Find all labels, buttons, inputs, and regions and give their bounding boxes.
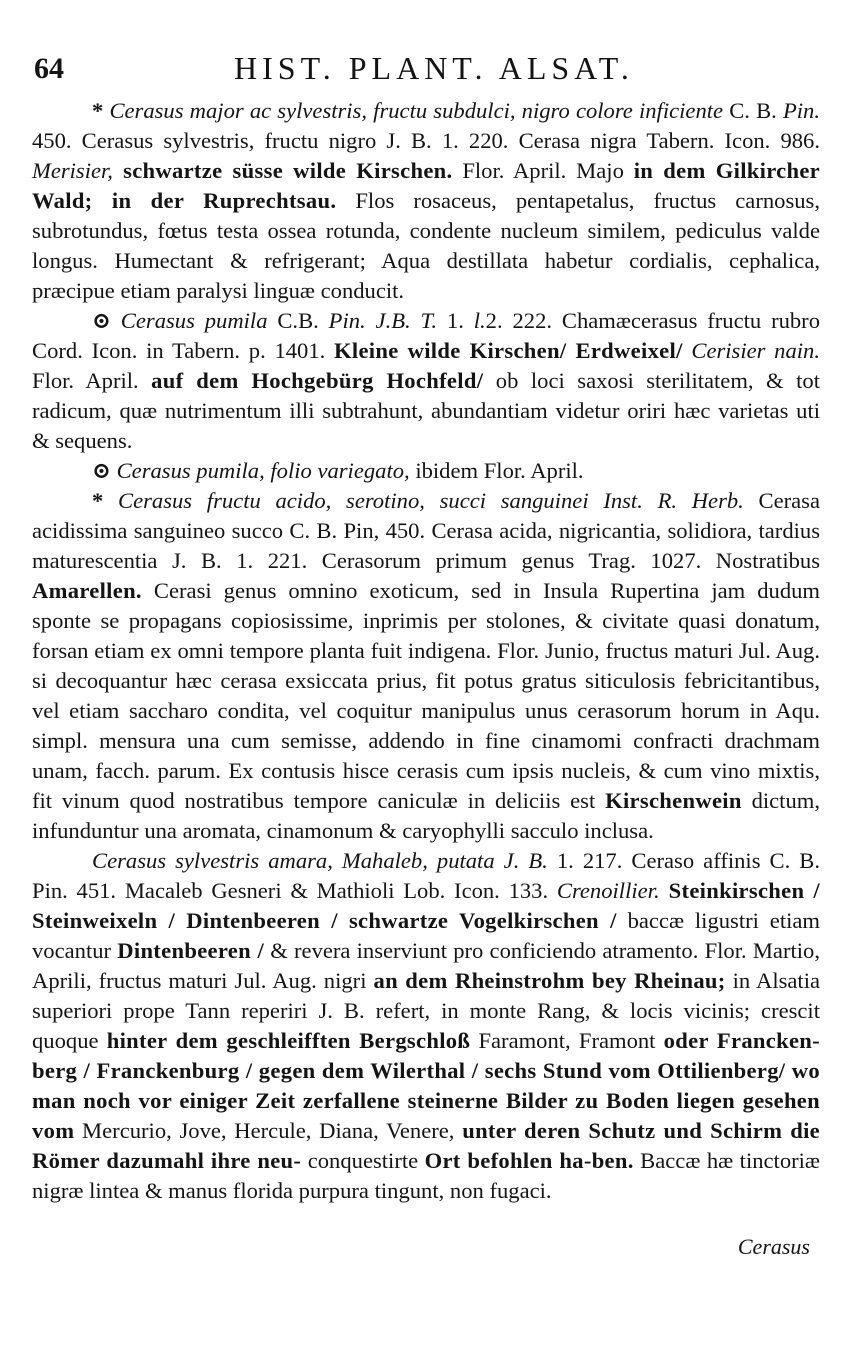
text-entry [32, 96, 820, 306]
italic-run: Cerasus sylvestris amara, Mahaleb, putata J. B. [92, 848, 548, 873]
fraktur-run: Kirschenwein [605, 788, 742, 813]
text-run: 1. [437, 308, 474, 333]
text-entry [32, 486, 820, 846]
page-header [34, 48, 810, 92]
page-number: 64 [34, 52, 64, 85]
fraktur-run: schwartze süsse wilde Kirschen. [112, 158, 453, 183]
entry-symbol: ⊙ [92, 308, 111, 333]
text-run: baccæ ligustri etiam vocantur [32, 908, 820, 963]
text-run: dictum, infunduntur una aromata, cinamonum & caryophylli sacculo inclusa. [32, 788, 820, 843]
text-run: conquestirte [301, 1148, 425, 1173]
text-run: C.B. [267, 308, 329, 333]
entry-symbol: ⊙ [92, 458, 111, 483]
italic-run: Pin. [782, 98, 820, 123]
text-run: Flor. April. Majo [452, 158, 634, 183]
catchword: Cerasus [737, 1234, 810, 1259]
italic-run: Pin. J.B. T. [328, 308, 438, 333]
italic-run: Cerisier nain. [691, 338, 820, 363]
italic-run: l. [473, 308, 486, 333]
text-entry [32, 846, 820, 1206]
fraktur-run: Ort befohlen ha-ben. [424, 1148, 634, 1173]
fraktur-run: auf dem Hochgebürg Hochfeld/ [151, 368, 484, 393]
fraktur-run: Kleine wilde Kirschen/ Erdweixel/ [334, 338, 683, 363]
italic-run: Crenoillier. [556, 878, 660, 903]
fraktur-run: hinter dem geschleifften Bergschloß [106, 1028, 471, 1053]
italic-run: Cerasus major ac sylvestris, fructu subdulci, nigro colore inficiente [109, 98, 724, 123]
body-text [32, 96, 820, 1206]
text-run: Cerasa acidissima sanguineo succo C. B. Pin, 450. Cerasa acida, nigricantia, solidiora, tardius maturescentia J. B. 1. 221. Cerasorum primum genus Trag. 1027. Nostratibus [32, 488, 820, 573]
entry-symbol: * [92, 98, 104, 123]
fraktur-run: Steinkirschen / Steinweixeln / Dintenbeeren / schwartze Vogelkirschen / [32, 878, 820, 933]
italic-run: Cerasus pumila [120, 308, 268, 333]
text-run: & revera inserviunt pro conficiendo atramento. Flor. Martio, Aprili, fructus maturi Jul. Aug. nigri [32, 938, 820, 993]
italic-run: Cerasus fructu acido, serotino, succi sanguinei Inst. R. Herb. [118, 488, 744, 513]
fraktur-run: in dem Gilkircher Wald; in der Ruprechtsau. [32, 158, 821, 213]
running-title: HIST. PLANT. ALSAT. [234, 50, 634, 86]
italic-run: Merisier, [32, 158, 113, 183]
text-entry [32, 456, 820, 486]
entry-symbol: * [92, 488, 104, 513]
fraktur-run: Dintenbeeren / [117, 938, 265, 963]
text-run: 450. Cerasus sylvestris, fructu nigro J. B. 1. 220. Cerasa nigra Tabern. Icon. 986. [32, 128, 820, 153]
text-run: Faramont, Framont [470, 1028, 664, 1053]
text-run: ibidem Flor. April. [409, 458, 584, 483]
text-run: ob loci saxosi sterilitatem, & tot radicum, quæ nutrimentum illi subtrahunt, abundantiam videtur oriri hæc varietas uti & sequens. [32, 368, 820, 453]
fraktur-run: Amarellen. [32, 578, 142, 603]
text-run: Flor. April. [32, 368, 152, 393]
text-run: 2. 222. Chamæcerasus fructu rubro Cord. Icon. in Tabern. p. 1401. [32, 308, 821, 363]
text-run: Mercurio, Jove, Hercule, Diana, Venere, [74, 1118, 463, 1143]
italic-run: Cerasus pumila, folio variegato, [116, 458, 410, 483]
fraktur-run: an dem Rheinstrohm bey Rheinau; [373, 968, 726, 993]
text-run: in Alsatia superiori prope Tann reperiri J. B. refert, in monte Rang, & locis vicinis; crescit quoque [32, 968, 821, 1053]
text-run: 1. 217. Ceraso affinis C. B. Pin. 451. Macaleb Gesneri & Mathioli Lob. Icon. 133. [32, 848, 820, 903]
text-run: C. B. [723, 98, 783, 123]
text-entry [32, 306, 820, 456]
fraktur-run: oder Francken-berg / Franckenburg / gegen dem Wilerthal / sechs Stund vom Ottilienberg/ wo man noch vor einiger Zeit zerfallene steinerne Bilder zu Boden liegen gesehen vom [32, 1028, 820, 1143]
fraktur-run: unter deren Schutz und Schirm die Römer dazumahl ihre neu- [32, 1118, 820, 1173]
text-run: Flos rosaceus, pentapetalus, fructus carnosus, subrotundus, fœtus testa ossea rotunda, condente nucleum similem, pediculus valde longus. Humectant & refrigerant; Aqua destillata habetur cordialis, cephalica, præcipue etiam paralysi linguæ conducit. [32, 188, 820, 303]
text-run: Cerasi genus omnino exoticum, sed in Insula Rupertina jam dudum sponte se propagans copiosissime, inprimis per stolones, & civitate quasi donatum, forsan etiam ex omni tempore planta fuit indigena. Flor. Junio, fructus maturi Jul. Aug. si decoquantur hæc cerasa exsiccata prius, fit potus gratus siticulosis febricitantibus, vel etiam saccharo condita, vel coquitur manipulus unus cerasorum horum in Aqu. simpl. mensura una cum semisse, addendo in fine cinamomi confracti drachmam unam, facch. parum. Ex contusis hisce cerasis cum ipsis nucleis, & cum vino mixtis, fit vinum quod nostratibus tempore caniculæ in deliciis est [32, 578, 820, 813]
text-run: Baccæ hæ tinctoriæ nigræ lintea & manus florida purpura tingunt, non fugaci. [32, 1148, 820, 1203]
